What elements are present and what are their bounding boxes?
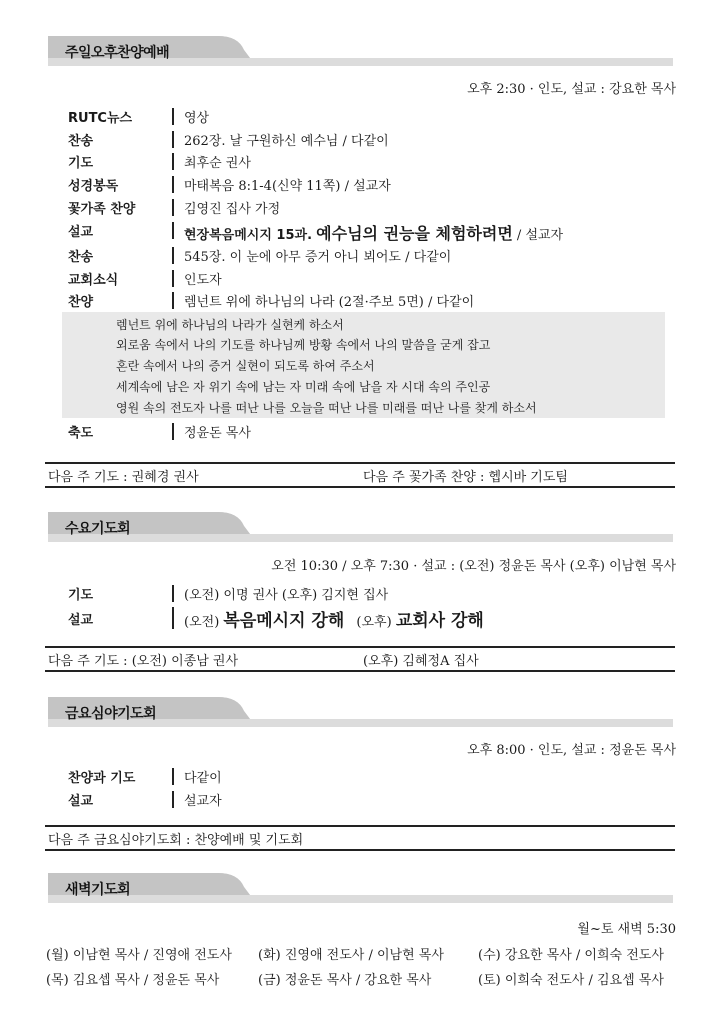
order-value: 영상	[184, 111, 210, 126]
order-label: 설교	[68, 794, 94, 809]
lyric-line: 외로움 속에서 나의 기도를 하나님께 방황 속에서 나의 말씀을 굳게 잡고	[116, 338, 491, 352]
divider	[172, 270, 174, 287]
order-value: 545장. 이 눈에 아무 증거 아니 뵈어도 / 다같이	[184, 250, 452, 265]
order-label: 축도	[68, 426, 94, 441]
dawn-schedule-item: (금) 정윤돈 목사 / 강요한 목사	[258, 973, 432, 988]
order-value: 262장. 날 구원하신 예수님 / 다같이	[184, 134, 389, 149]
order-value: 정윤돈 목사	[184, 426, 251, 441]
order-label: 찬양과 기도	[68, 771, 136, 786]
section-title: 주일오후찬양예배	[65, 45, 170, 61]
section-header-tab-shape	[48, 873, 673, 903]
lyric-line: 영원 속의 전도자 나를 떠난 나를 오늘을 떠난 나를 미래를 떠난 나를 찾게 하소서	[116, 401, 537, 415]
section-title: 금요심야기도회	[65, 706, 157, 722]
order-value: 설교자	[184, 794, 222, 809]
order-label: 성경봉독	[68, 179, 119, 194]
lyric-line: 혼란 속에서 나의 증거 실현이 되도록 하여 주소서	[116, 359, 375, 373]
sermon-am-tag: (오전)	[184, 615, 220, 630]
next-week-praise: 다음 주 꽃가족 찬양 : 헵시바 기도팀	[363, 470, 568, 485]
sermon-lesson: 현장복음메시지 15과.	[184, 228, 313, 243]
lyric-line: 세계속에 남은 자 위기 속에 남는 자 미래 속에 남을 자 시대 속의 주인공	[116, 380, 491, 394]
dawn-schedule-item: (토) 이희숙 전도사 / 김요셉 목사	[478, 973, 664, 988]
order-label: 찬송	[68, 134, 94, 149]
dawn-schedule-item: (목) 김요셉 목사 / 정윤돈 목사	[46, 973, 220, 988]
order-value: 마태복음 8:1-4(신약 11쪽) / 설교자	[184, 179, 391, 194]
order-label: RUTC뉴스	[68, 111, 133, 126]
dawn-schedule-item: (화) 진영애 전도사 / 이남현 목사	[258, 948, 444, 963]
next-week-friday: 다음 주 금요심야기도회 : 찬양예배 및 기도회	[48, 833, 304, 848]
service-info: 월~토 새벽 5:30	[577, 922, 676, 937]
section-header-dawn	[48, 873, 673, 903]
next-week-prayer-am: 다음 주 기도 : (오전) 이종남 권사	[48, 654, 239, 669]
sermon-value	[184, 606, 484, 631]
order-label: 기도	[68, 588, 94, 603]
order-label: 찬송	[68, 250, 94, 265]
divider	[172, 247, 174, 264]
next-week-prayer-pm: (오후) 김혜정A 집사	[363, 654, 479, 669]
order-value: (오전) 이명 권사 (오후) 김지현 집사	[184, 588, 389, 603]
lyric-line: 렘넌트 위에 하나님의 나라가 실현케 하소서	[116, 318, 344, 332]
order-label: 설교	[68, 613, 94, 628]
dawn-schedule-item: (월) 이남현 목사 / 진영애 전도사	[46, 948, 232, 963]
next-week-box	[45, 462, 675, 488]
service-info: 오전 10:30 / 오후 7:30 · 설교 : (오전) 정윤돈 목사 (오후) 이남현 목사	[271, 559, 676, 574]
divider	[172, 131, 174, 148]
order-value: 다같이	[184, 771, 222, 786]
divider	[172, 585, 174, 602]
divider	[172, 423, 174, 440]
sermon-am-title: 복음메시지 강해	[223, 611, 345, 631]
divider	[172, 108, 174, 125]
next-week-box	[45, 646, 675, 672]
order-value: 김영진 집사 가정	[184, 202, 281, 217]
divider	[172, 199, 174, 216]
order-label: 꽃가족 찬양	[68, 202, 136, 217]
divider	[172, 176, 174, 193]
next-week-box	[45, 825, 675, 851]
service-info: 오후 2:30 · 인도, 설교 : 강요한 목사	[467, 82, 676, 97]
next-week-prayer: 다음 주 기도 : 권혜경 권사	[48, 470, 199, 485]
order-label: 교회소식	[68, 273, 119, 288]
divider	[172, 768, 174, 785]
section-title: 새벽기도회	[65, 882, 131, 898]
dawn-schedule-item: (수) 강요한 목사 / 이희숙 전도사	[478, 948, 664, 963]
divider	[172, 607, 174, 629]
divider	[172, 222, 174, 239]
divider	[172, 153, 174, 170]
order-label: 찬양	[68, 295, 94, 310]
sermon-title: 예수님의 권능을 체험하려면	[316, 224, 513, 243]
sermon-suffix: / 설교자	[512, 228, 564, 243]
order-value: 최후순 권사	[184, 156, 251, 171]
order-label: 설교	[68, 225, 94, 240]
section-header-sunday	[48, 36, 673, 66]
service-info: 오후 8:00 · 인도, 설교 : 정윤돈 목사	[467, 743, 676, 758]
section-header-friday	[48, 697, 673, 727]
sermon-pm-title: 교회사 강해	[395, 611, 484, 631]
sermon-value	[184, 221, 563, 244]
divider	[172, 791, 174, 808]
order-value: 인도자	[184, 273, 222, 288]
order-label: 기도	[68, 156, 94, 171]
divider	[172, 292, 174, 309]
section-header-wednesday	[48, 512, 673, 542]
section-title: 수요기도회	[65, 521, 131, 537]
sermon-pm-tag: (오후)	[356, 615, 392, 630]
section-header-tab-shape	[48, 512, 673, 542]
order-value: 렘넌트 위에 하나님의 나라 (2절·주보 5면) / 다같이	[184, 295, 475, 310]
